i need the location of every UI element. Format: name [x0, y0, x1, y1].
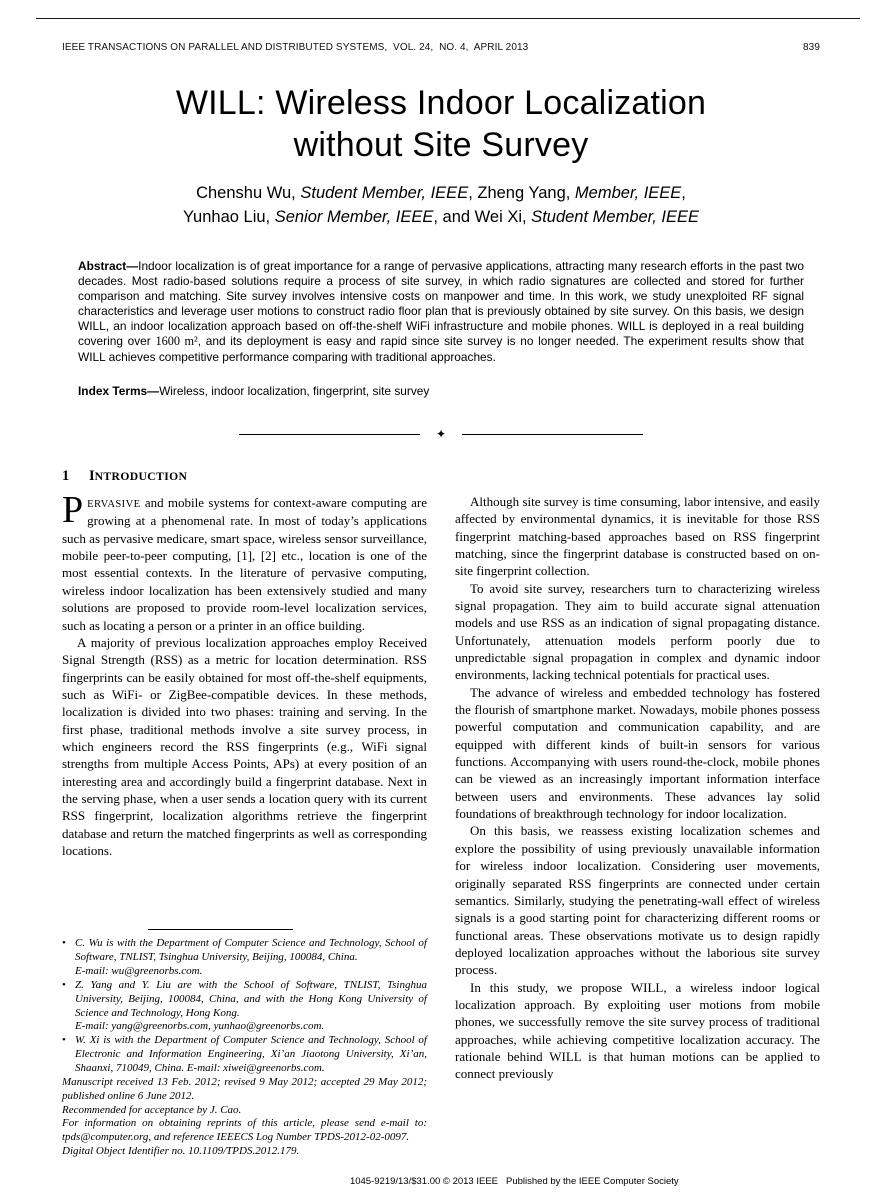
footnote-rule [148, 929, 293, 930]
diamond-icon: ✦ [435, 426, 447, 441]
author-name: , Zheng Yang, [468, 183, 575, 202]
separator-line-left [239, 434, 420, 435]
footnote-text [75, 937, 427, 979]
publisher-note: Published by the IEEE Computer Society [506, 1176, 679, 1187]
member-role: Student Member, IEEE [531, 207, 700, 226]
left-column [62, 467, 427, 1159]
author-name: , and Wei Xi, [433, 207, 532, 226]
member-role: Senior Member, IEEE [274, 207, 434, 226]
separator-line-right [462, 434, 643, 435]
footnotes [62, 923, 427, 1159]
section-title [89, 467, 187, 486]
page-number: 839 [803, 42, 820, 53]
footnote-email: E-mail: yang@greenorbs.com, yunhao@greenorbs.com. [75, 1020, 325, 1033]
abstract-text: Indoor localization is of great importance for a range of pervasive applications, attracting many research efforts in the past two decades. Most radio-based solutions require a process of site survey, in which radio signatures are collected and stored for further comparison and matching. Site survey involves intensive costs on manpower and time. In this work, we study unexploited RF signal characteristics and leverage user motions to construct radio floor plan that is previously obtained by site survey. On this basis, we design WILL, an indoor localization approach based on off-the-shelf WiFi infrastructure and mobile phones. WILL is deployed in a real building covering over [78, 259, 804, 349]
abstract [78, 259, 804, 364]
page-top-edge [36, 18, 860, 19]
paragraph-text: and mobile systems for context-aware computing are growing at a phenomenal rate. In most of today’s applications such as pervasive medicare, smart space, wireless sensor surveillance, mobile peer-to-peer computing, [1], [2] etc., location is one of the most essential contexts. In the literature of pervasive computing, wireless indoor localization has been extensively studied and many solutions are proposed to provide room-level localization services, such as locating a person or a printer in an office building. [62, 495, 427, 633]
footnote-item [62, 937, 427, 979]
manuscript-note: Manuscript received 13 Feb. 2012; revised 9 May 2012; accepted 29 May 2012; published online 6 June 2012. [62, 1075, 427, 1102]
paper-title-line-1: WILL: Wireless Indoor Localization [175, 84, 707, 122]
member-role: Student Member, IEEE [300, 183, 469, 202]
footnote-text [75, 1034, 427, 1076]
paragraph: Although site survey is time consuming, labor intensive, and easily affected by environmental dynamics, it is inevitable for those RSS fingerprint matching-based approaches based on RSS fingerprint matching, since the fingerprint database is constructed based on on-site fingerprint collection. [455, 493, 820, 579]
authors-line-2 [62, 206, 820, 230]
running-head [62, 42, 820, 53]
bullet-icon: • [62, 1034, 66, 1047]
authors-block [62, 182, 820, 230]
dropcap: P [62, 489, 84, 532]
area-formula: 1600 m² [155, 334, 198, 349]
footnote-affiliation: W. Xi is with the Department of Computer Science and Technology, School of Electronic and Information Engineering, Xi’an Jiaotong University, Xi’an, Shaanxi, 710049, China. E-mail: xiwei@greenorbs.com. [75, 1034, 427, 1074]
paragraph: A majority of previous localization approaches employ Received Signal Strength (RSS) as a metric for location determination. RSS fingerprints can be easily obtained for most off-the-shelf equipments, such as WiFi- or ZigBee-compatible devices. In these methods, localization is divided into two phases: training and serving. In the first phase, traditional methods involve a site survey process, in which engineers record the RSS fingerprints (e.g., WiFi signal strengths from multiple Access Points, APs) at every position of an interesting area and accordingly build a fingerprint database. Next in the serving phase, when a user sends a location query with its current RSS fingerprint, localization algorithms retrieve the fingerprint database and return the matched fingerprints as well as corresponding locations. [62, 634, 427, 858]
paragraph: To avoid site survey, researchers turn to characterizing wireless signal propagation. They aim to build accurate signal attenuation models and use RSS as an indication of signal propagating distance. Unfortunately, attenuation models perform poorly due to unpredictable signal propagation in complex and dynamic indoor environments, lacking technical potentials for practical uses. [455, 580, 820, 683]
paragraph: On this basis, we reassess existing localization schemes and explore the possibility of using previously unavailable information for wireless indoor localization. Considering user movements, originally separated RSS fingerprints are connected under certain semantics. Similarly, studying the penetrating-wall effect of wireless signals is a good starting point for characterizing different rooms or functional areas. These observations motivate us to design rapidly deployed localization approaches without the laborious site survey process. [455, 823, 820, 978]
index-terms-text: Wireless, indoor localization, fingerprint, site survey [159, 383, 430, 398]
paragraph [62, 489, 427, 634]
doi-note: Digital Object Identifier no. 10.1109/TPDS.2012.179. [62, 1145, 300, 1158]
author-name: Chenshu Wu, [196, 183, 301, 202]
footnote-item [62, 979, 427, 1034]
index-terms-label: Index Terms— [78, 383, 160, 398]
paper-title [62, 83, 820, 167]
body-columns [62, 467, 820, 1159]
authors-line-1 [62, 182, 820, 206]
author-name: Yunhao Liu, [182, 207, 275, 226]
punctuation: , [681, 183, 686, 202]
section-number: 1 [62, 467, 70, 484]
recommendation-note: Recommended for acceptance by J. Cao. [62, 1103, 242, 1116]
section-title-initial: I [89, 467, 95, 484]
footnote-item [62, 1034, 427, 1076]
footnote-text [75, 979, 427, 1034]
bullet-icon: • [62, 937, 66, 950]
footnote-affiliation: Z. Yang and Y. Liu are with the School of Software, TNLIST, Tsinghua University, Beijing, 100084, China, and with the Hong Kong University of Science and Technology, Hong Kong. [75, 978, 427, 1019]
section-title-rest: NTRODUCTION [94, 469, 188, 483]
footnote-email: E-mail: wu@greenorbs.com. [75, 964, 203, 977]
bullet-icon: • [62, 978, 66, 991]
reprints-note: For information on obtaining reprints of this article, please send e-mail to: tpds@computer.org, and reference IEEECS Log Number TPDS-2012-02-0097. [62, 1117, 427, 1144]
smallcaps-word: ERVASIVE [87, 499, 141, 511]
member-role: Member, IEEE [574, 183, 682, 202]
abstract-label: Abstract— [78, 259, 139, 274]
copyright-notice: 1045-9219/13/$31.00 © 2013 IEEE [349, 1176, 498, 1187]
right-column [455, 467, 820, 1159]
section-separator [62, 428, 820, 442]
footnote-affiliation: C. Wu is with the Department of Computer Science and Technology, School of Software, TNLIST, Tsinghua University, Beijing, 100084, China. [75, 937, 427, 964]
index-terms [78, 384, 804, 399]
section-heading-introduction [62, 467, 427, 486]
paper-title-line-2: without Site Survey [293, 125, 589, 164]
paragraph: The advance of wireless and embedded technology has fostered the flourish of smartphone market. Nowadays, mobile phones possess powerful computation and communication capability, and are equipped with different kinds of built-in sensors for various functions. Accompanying with users round-the-clock, mobile phones can be viewed as an increasingly important information interface between users and environments. These advances lay solid foundations of breakthrough technology for indoor localization. [455, 684, 820, 822]
paragraph: In this study, we propose WILL, a wireless indoor logical localization approach. By exploiting user motions from mobile phones, we successfully remove the site survey process of traditional approaches, while achieving competitive localization accuracy. The rationale behind WILL is that human motions can be applied to connect previously [455, 979, 820, 1082]
journal-header: IEEE TRANSACTIONS ON PARALLEL AND DISTRIBUTED SYSTEMS, VOL. 24, NO. 4, APRIL 2013 [62, 42, 529, 53]
page-footer [62, 1176, 820, 1187]
abstract-text: , and its deployment is easy and rapid since site survey is no longer needed. The experiment results show that WILL achieves competitive performance comparing with traditional approaches. [78, 334, 804, 364]
